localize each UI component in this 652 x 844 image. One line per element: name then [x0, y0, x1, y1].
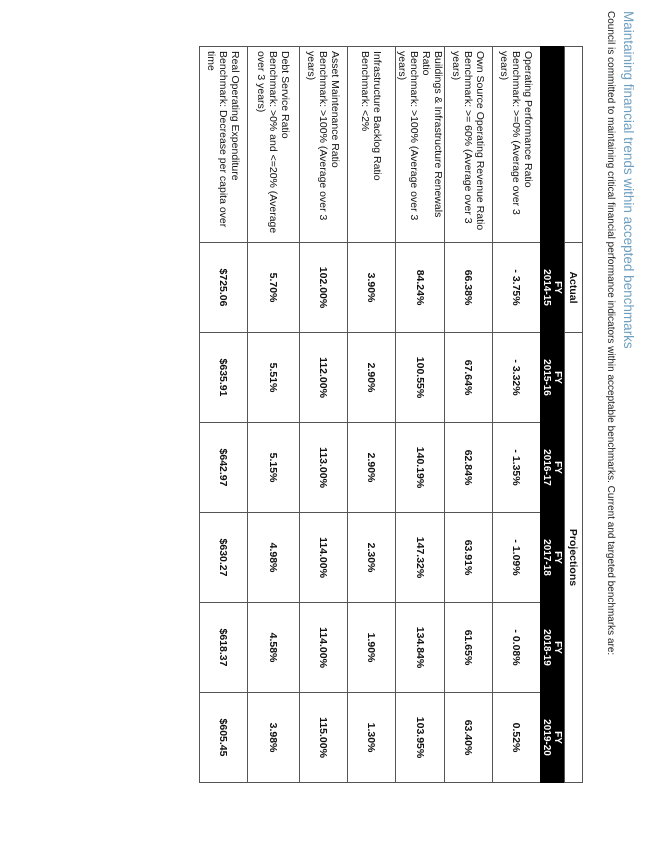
indicator-cell	[348, 47, 396, 243]
value-cell: 62.84%	[445, 423, 493, 513]
year-label: 2015-16	[541, 359, 553, 396]
value-cell: - 0.08%	[493, 603, 541, 693]
year-label: 2014-15	[541, 269, 553, 306]
value-cell: 1.90%	[348, 603, 396, 693]
group-header-blank	[565, 47, 583, 243]
value-cell: - 1.09%	[493, 513, 541, 603]
value-cell: 140.19%	[396, 423, 445, 513]
indicator-name: Debt Service Ratio	[279, 51, 292, 139]
table-row	[493, 47, 541, 783]
year-label: 2019-20	[541, 719, 553, 756]
table-row	[445, 47, 493, 783]
table-row	[300, 47, 348, 783]
indicator-cell	[396, 47, 445, 243]
fy-label: FY	[552, 371, 564, 384]
intro-paragraph: Council is committed to maintaining critical financial performance indicators within acceptable benchmarks. Current and targeted benchmarks are:	[605, 11, 616, 656]
year-label: 2018-19	[541, 629, 553, 666]
indicator-benchmark: Benchmark: Decrease per capita over time	[205, 51, 230, 228]
value-cell: - 3.32%	[493, 333, 541, 423]
indicator-name: Real Operating Expenditure	[229, 51, 242, 181]
year-label: 2016-17	[541, 449, 553, 486]
year-header	[541, 423, 565, 513]
value-cell: 5.15%	[248, 423, 300, 513]
value-cell: 102.00%	[300, 243, 348, 333]
financial-ratios-table	[199, 46, 583, 783]
fy-label: FY	[552, 641, 564, 654]
indicator-name: Infrastructure Backlog Ratio	[371, 51, 384, 181]
value-cell: $630.27	[200, 513, 248, 603]
value-cell: 2.30%	[348, 513, 396, 603]
value-cell: 2.90%	[348, 333, 396, 423]
table-row	[200, 47, 248, 783]
value-cell: 4.98%	[248, 513, 300, 603]
value-cell: 63.91%	[445, 513, 493, 603]
indicator-name: Own Source Operating Revenue Ratio	[474, 51, 487, 231]
value-cell: $642.97	[200, 423, 248, 513]
section-heading: Maintaining financial trends within accepted benchmarks	[621, 11, 636, 349]
value-cell: 114.00%	[300, 513, 348, 603]
year-header	[541, 513, 565, 603]
table-row	[348, 47, 396, 783]
value-cell: $618.37	[200, 603, 248, 693]
year-header	[541, 693, 565, 783]
indicator-name: Buildings & Infrastructure Renewals Ratio	[420, 51, 444, 218]
value-cell: $725.06	[200, 243, 248, 333]
value-cell: 63.40%	[445, 693, 493, 783]
value-cell: 66.38%	[445, 243, 493, 333]
value-cell: 115.00%	[300, 693, 348, 783]
value-cell: 113.00%	[300, 423, 348, 513]
value-cell: 114.00%	[300, 603, 348, 693]
value-cell: 147.32%	[396, 513, 445, 603]
value-cell: 134.84%	[396, 603, 445, 693]
indicator-benchmark: Benchmark: >0% and <=20% (Average over 3 years)	[255, 51, 280, 234]
indicator-benchmark: Benchmark: >= 60% (Average over 3 years)	[450, 51, 475, 224]
value-cell: $605.45	[200, 693, 248, 783]
year-header	[541, 603, 565, 693]
fy-label: FY	[552, 281, 564, 294]
value-cell: 3.98%	[248, 693, 300, 783]
group-header-row	[565, 47, 583, 783]
value-cell: 103.95%	[396, 693, 445, 783]
value-cell: 1.30%	[348, 693, 396, 783]
fy-label: FY	[552, 551, 564, 564]
group-header-actual: Actual	[565, 243, 583, 333]
value-cell: $635.91	[200, 333, 248, 423]
table-row	[396, 47, 445, 783]
indicator-cell	[445, 47, 493, 243]
indicator-cell	[248, 47, 300, 243]
group-header-projections: Projections	[565, 333, 583, 783]
indicator-name: Operating Performance Ratio	[522, 51, 535, 188]
value-cell: - 1.35%	[493, 423, 541, 513]
indicator-cell	[200, 47, 248, 243]
value-cell: 67.64%	[445, 333, 493, 423]
table-row	[248, 47, 300, 783]
value-cell: 3.90%	[348, 243, 396, 333]
fy-label: FY	[552, 461, 564, 474]
value-cell: 112.00%	[300, 333, 348, 423]
value-cell: 100.55%	[396, 333, 445, 423]
value-cell: 84.24%	[396, 243, 445, 333]
year-header-blank	[541, 47, 565, 243]
year-header-row	[541, 47, 565, 783]
indicator-benchmark: Benchmark: >100% (Average over 3 years)	[396, 51, 420, 221]
indicator-cell	[300, 47, 348, 243]
indicator-benchmark: Benchmark: >=0% (Average over 3 years)	[498, 51, 523, 215]
indicator-name: Asset Maintenance Ratio	[329, 51, 342, 168]
year-header	[541, 333, 565, 423]
indicator-benchmark: Benchmark: <2%	[359, 51, 372, 132]
value-cell: 61.65%	[445, 603, 493, 693]
value-cell: 0.52%	[493, 693, 541, 783]
indicator-benchmark: Benchmark: >100% (Average over 3 years)	[305, 51, 330, 221]
fy-label: FY	[552, 731, 564, 744]
indicator-cell	[493, 47, 541, 243]
value-cell: 5.51%	[248, 333, 300, 423]
value-cell: - 3.75%	[493, 243, 541, 333]
year-header	[541, 243, 565, 333]
value-cell: 5.70%	[248, 243, 300, 333]
value-cell: 2.90%	[348, 423, 396, 513]
value-cell: 4.58%	[248, 603, 300, 693]
year-label: 2017-18	[541, 539, 553, 576]
